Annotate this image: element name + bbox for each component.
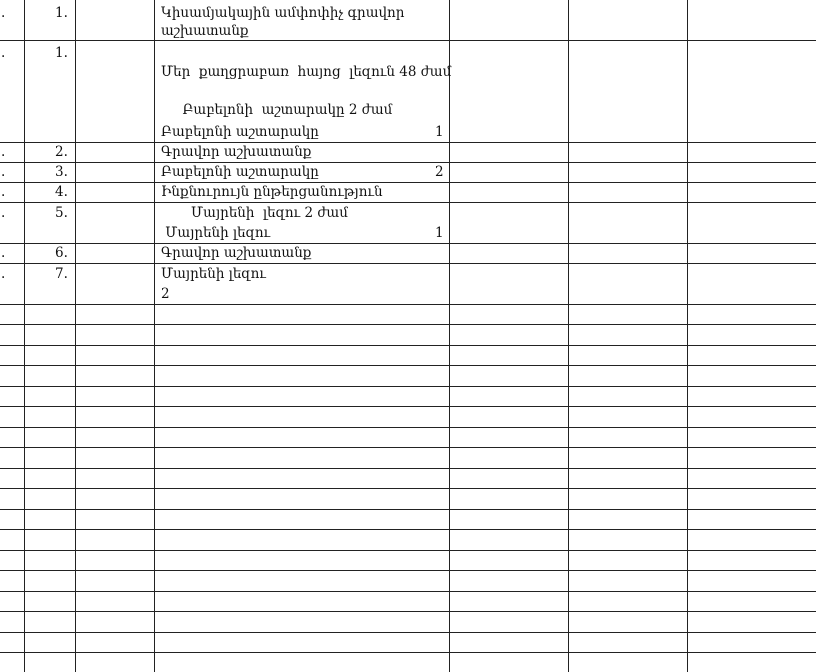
row-divider bbox=[0, 591, 816, 592]
row-divider bbox=[0, 324, 816, 325]
column-divider bbox=[24, 0, 25, 672]
row-1-topic-line-1: Կիսամյակային ամփոփիչ գրավոր bbox=[161, 5, 405, 21]
row-divider bbox=[0, 447, 816, 448]
row-4-hours: 2 bbox=[435, 164, 444, 180]
row-divider bbox=[0, 427, 816, 428]
row-divider bbox=[0, 632, 816, 633]
row-divider bbox=[0, 468, 816, 469]
row-divider bbox=[0, 386, 816, 387]
row-divider bbox=[0, 142, 816, 143]
row-6-number-cell: 5. bbox=[55, 205, 68, 221]
row-divider bbox=[0, 182, 816, 183]
row-3-topic: Գրավոր աշխատանք bbox=[161, 144, 312, 160]
row-8-topic-line-1: Մայրենի լեզու bbox=[161, 266, 266, 282]
row-2-number-cell: 1. bbox=[55, 45, 68, 61]
row-divider bbox=[0, 40, 816, 41]
row-divider bbox=[0, 529, 816, 530]
row-divider bbox=[0, 345, 816, 346]
row-1-topic-line-2: աշխատանք bbox=[161, 23, 249, 39]
row-1-index-cell: . bbox=[1, 5, 6, 21]
row-3-index-cell: . bbox=[1, 144, 6, 160]
row-5-number-cell: 4. bbox=[55, 184, 68, 200]
row-divider bbox=[0, 509, 816, 510]
row-2-hours: 1 bbox=[435, 124, 444, 140]
row-divider bbox=[0, 243, 816, 244]
row-6-topic-line-2: Մայրենի լեզու bbox=[161, 225, 271, 241]
row-divider bbox=[0, 570, 816, 571]
row-4-topic: Բաբելոնի աշտարակը bbox=[161, 164, 319, 180]
row-2-topic-line-3: Բաբելոնի աշտարակը bbox=[161, 124, 319, 140]
row-8-topic-line-2: 2 bbox=[161, 286, 170, 302]
row-8-index-cell: . bbox=[1, 266, 6, 282]
row-7-index-cell: . bbox=[1, 245, 6, 261]
row-divider bbox=[0, 365, 816, 366]
row-5-topic: Ինքնուրույն ընթերցանություն bbox=[161, 184, 383, 200]
row-5-index-cell: . bbox=[1, 184, 6, 200]
row-divider bbox=[0, 550, 816, 551]
column-divider bbox=[568, 0, 569, 672]
row-3-number-cell: 2. bbox=[55, 144, 68, 160]
row-6-hours: 1 bbox=[435, 225, 444, 241]
row-6-topic-line-1: Մայրենի լեզու 2 ժամ bbox=[161, 205, 348, 221]
row-1-number-cell: 1. bbox=[55, 5, 68, 21]
column-divider bbox=[449, 0, 450, 672]
row-7-number-cell: 6. bbox=[55, 245, 68, 261]
row-divider bbox=[0, 304, 816, 305]
column-divider bbox=[687, 0, 688, 672]
row-4-number-cell: 3. bbox=[55, 164, 68, 180]
row-6-index-cell: . bbox=[1, 205, 6, 221]
row-2-topic-line-1: Մեր քաղցրաբառ հայոց լեզուն 48 ժամ bbox=[161, 64, 452, 80]
row-divider bbox=[0, 162, 816, 163]
row-divider bbox=[0, 611, 816, 612]
row-8-number-cell: 7. bbox=[55, 266, 68, 282]
row-divider bbox=[0, 406, 816, 407]
row-4-index-cell: . bbox=[1, 164, 6, 180]
row-2-index-cell: . bbox=[1, 45, 6, 61]
row-divider bbox=[0, 652, 816, 653]
row-2-topic-line-2: Բաբելոնի աշտարակը 2 ժամ bbox=[161, 102, 393, 118]
row-divider bbox=[0, 263, 816, 264]
column-divider bbox=[75, 0, 76, 672]
column-divider bbox=[154, 0, 155, 672]
row-7-topic: Գրավոր աշխատանք bbox=[161, 245, 312, 261]
row-divider bbox=[0, 488, 816, 489]
row-divider bbox=[0, 202, 816, 203]
